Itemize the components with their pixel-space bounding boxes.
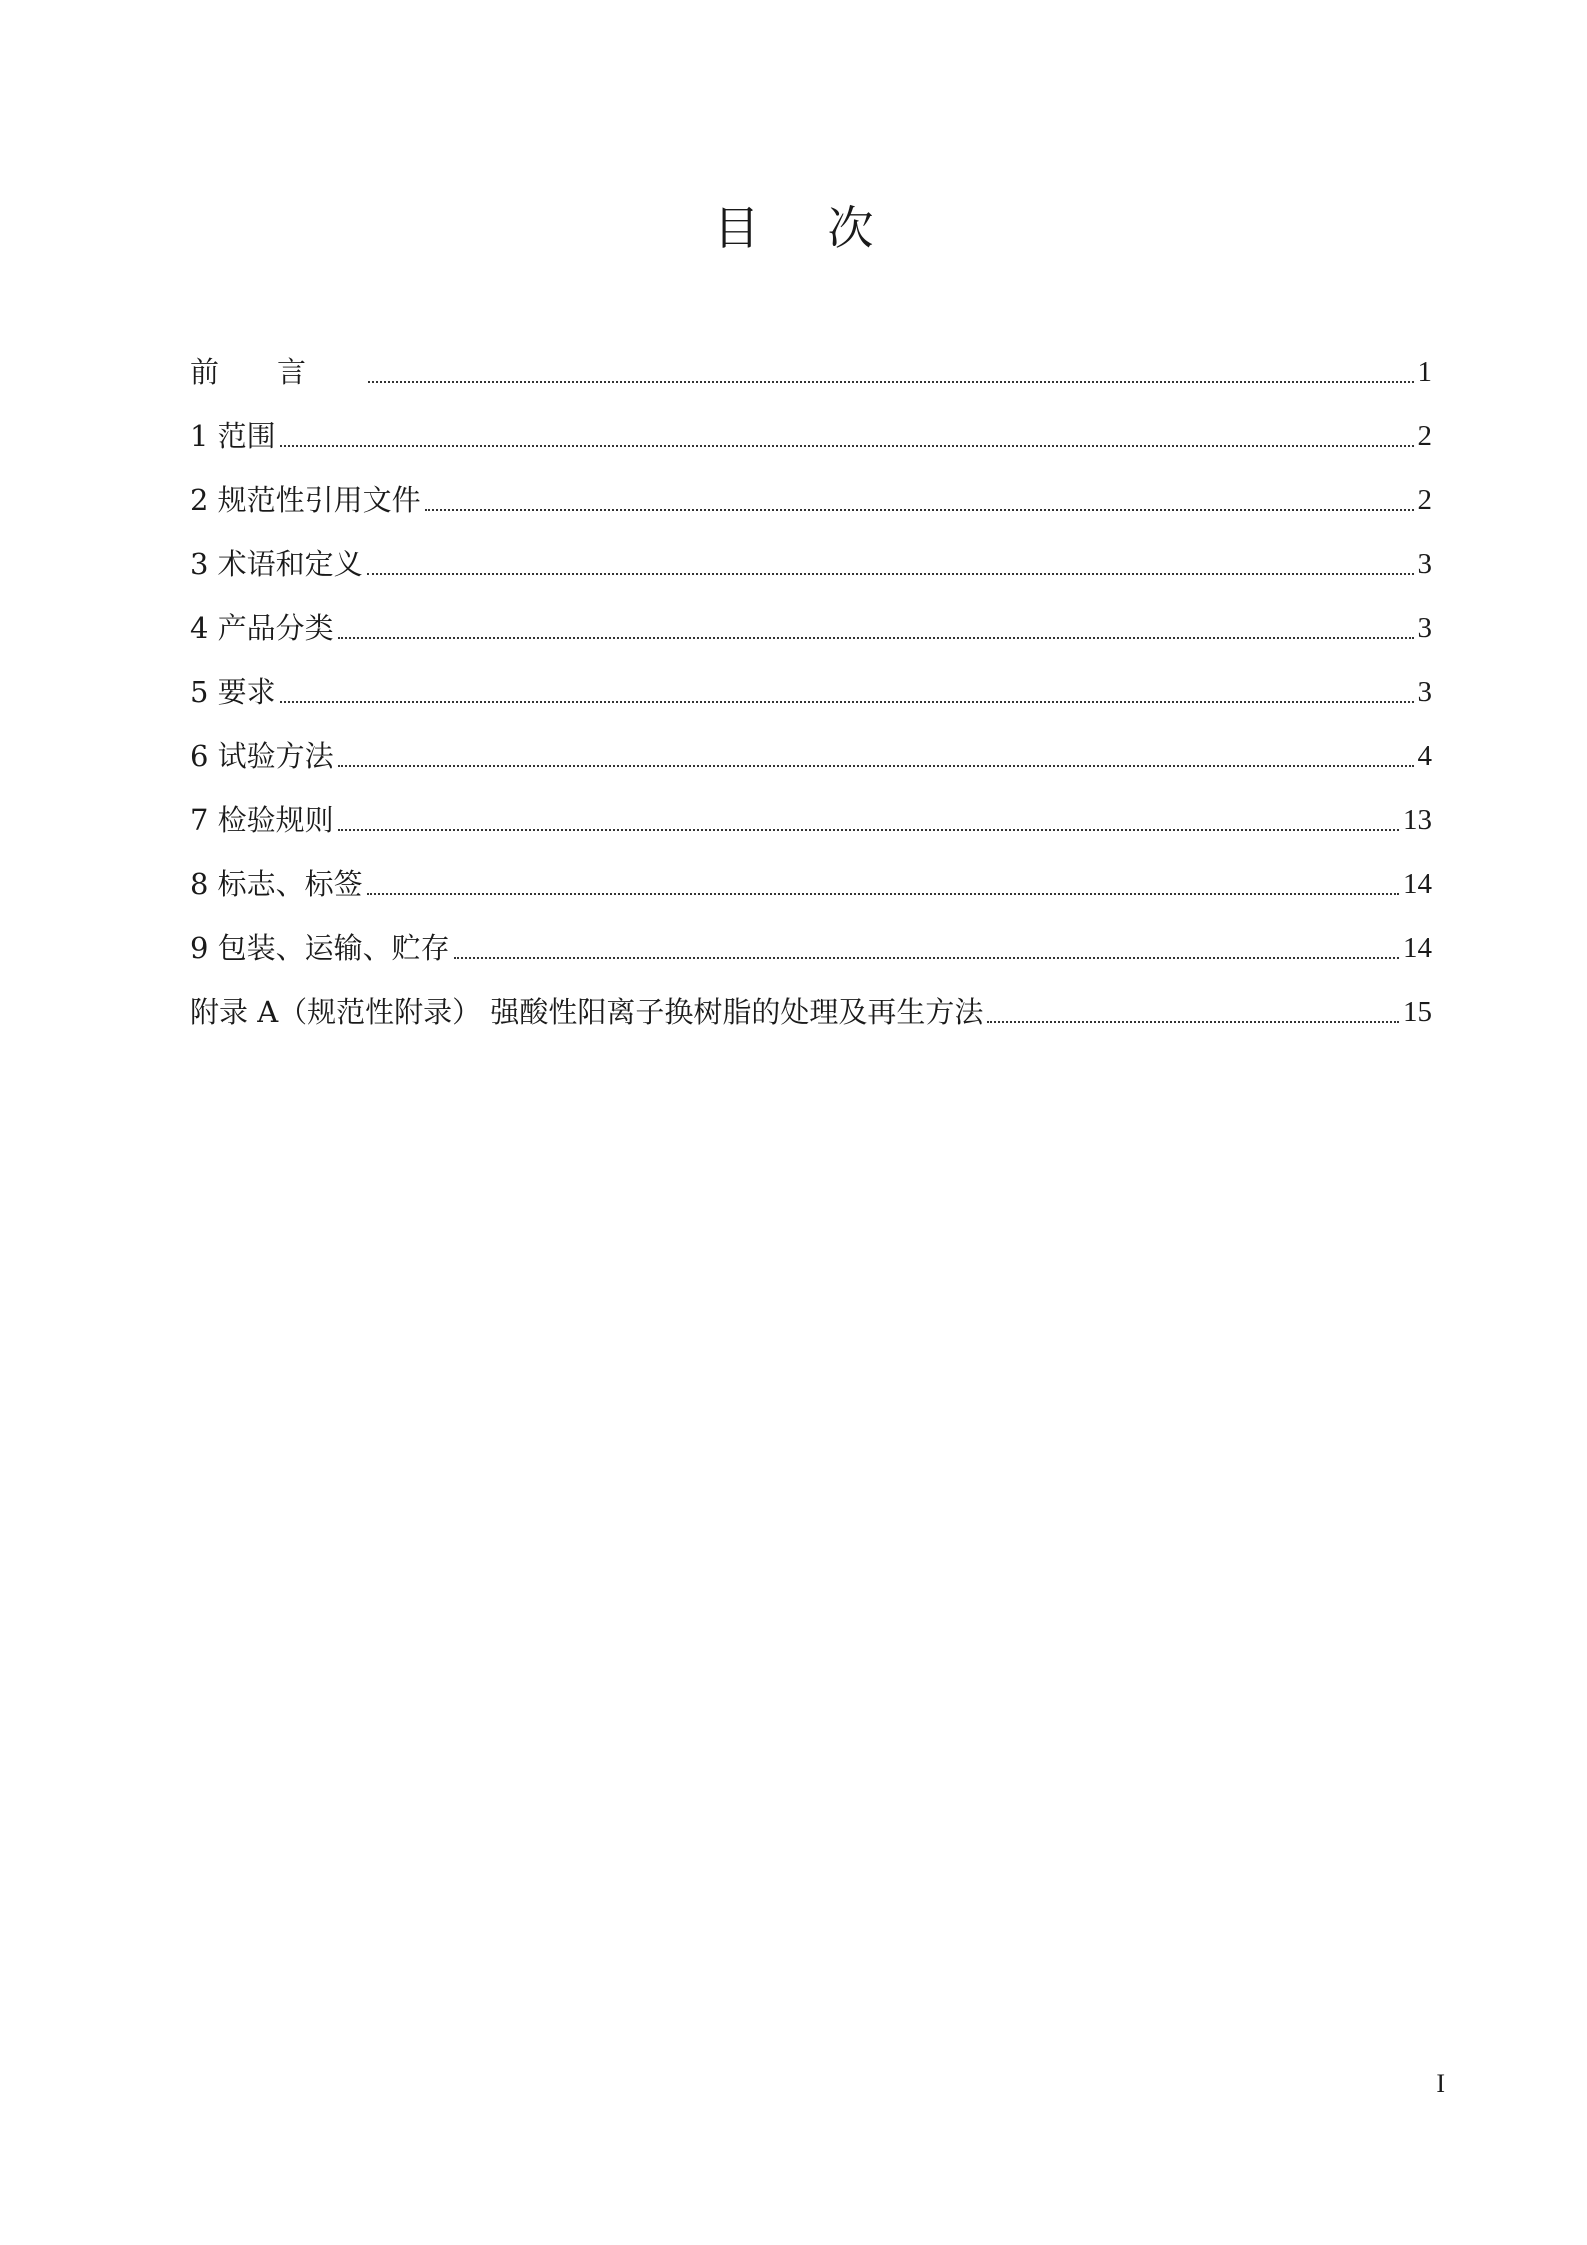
toc-entry-normative-references[interactable] <box>190 456 1432 520</box>
page-title: 目次 <box>713 201 942 255</box>
toc-entry-page: 3 <box>1417 548 1432 580</box>
toc-entry-scope[interactable] <box>190 392 1432 456</box>
toc-leader-dots <box>454 957 1399 959</box>
toc-entry-packaging-transport-storage[interactable] <box>190 904 1432 968</box>
toc-entry-label: 9 包装、运输、贮存 <box>190 931 450 965</box>
toc-entry-label: 4 产品分类 <box>190 611 334 645</box>
toc-entry-label: 6 试验方法 <box>190 739 334 773</box>
toc-leader-dots <box>338 765 1414 767</box>
toc-entry-marking-labeling[interactable] <box>190 840 1432 904</box>
toc-entry-label: 8 标志、标签 <box>190 867 363 901</box>
toc-entry-label: 附录 A（规范性附录） 强酸性阳离子换树脂的处理及再生方法 <box>190 995 984 1029</box>
toc-entry-page: 14 <box>1403 868 1432 900</box>
toc-entry-label: 2 规范性引用文件 <box>190 483 421 517</box>
toc-entry-page: 13 <box>1403 804 1432 836</box>
toc-entry-requirements[interactable] <box>190 648 1432 712</box>
toc-entry-test-methods[interactable] <box>190 712 1432 776</box>
toc-entry-label: 3 术语和定义 <box>190 547 363 581</box>
table-of-contents <box>190 328 1432 1032</box>
toc-leader-dots <box>338 637 1414 639</box>
toc-leader-dots <box>338 829 1399 831</box>
toc-entry-page: 2 <box>1417 420 1432 452</box>
toc-entry-page: 15 <box>1403 996 1432 1028</box>
toc-entry-annex-a[interactable] <box>190 968 1432 1032</box>
toc-entry-foreword[interactable] <box>190 328 1432 392</box>
toc-entry-inspection-rules[interactable] <box>190 776 1432 840</box>
toc-leader-dots <box>280 701 1414 703</box>
toc-leader-dots <box>425 509 1414 511</box>
toc-entry-label: 1 范围 <box>190 419 276 453</box>
toc-entry-label: 前言 <box>190 355 365 389</box>
toc-entry-terms-definitions[interactable] <box>190 520 1432 584</box>
toc-entry-label: 7 检验规则 <box>190 803 334 837</box>
toc-leader-dots <box>367 573 1414 575</box>
toc-entry-page: 3 <box>1417 676 1432 708</box>
toc-entry-page: 4 <box>1417 740 1432 772</box>
toc-leader-dots <box>367 893 1399 895</box>
page-number: I <box>1436 2069 1445 2098</box>
toc-entry-page: 1 <box>1417 356 1432 388</box>
toc-entry-label: 5 要求 <box>190 675 276 709</box>
toc-leader-dots <box>368 381 1413 383</box>
toc-leader-dots <box>280 445 1414 447</box>
toc-entry-page: 2 <box>1417 484 1432 516</box>
toc-leader-dots <box>987 1021 1399 1023</box>
toc-entry-page: 14 <box>1403 932 1432 964</box>
toc-entry-product-classification[interactable] <box>190 584 1432 648</box>
toc-entry-page: 3 <box>1417 612 1432 644</box>
